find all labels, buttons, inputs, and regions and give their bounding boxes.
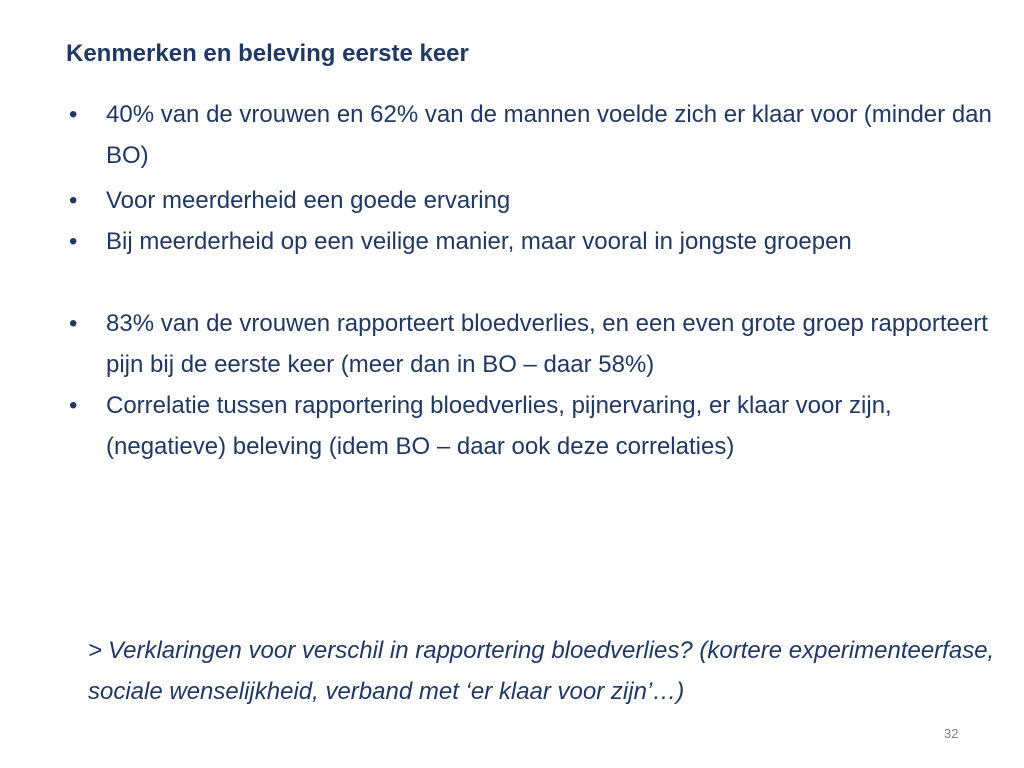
bullet-icon: • <box>69 187 78 214</box>
note-marker: > <box>88 637 103 664</box>
bullet-text: 83% van de vrouwen rapporteert bloedverlies, en een even grote groep rapporteert pijn bij de eerste keer (meer dan in BO – daar 58%) <box>106 310 988 378</box>
bullet-icon: • <box>69 101 78 128</box>
bullet-text: Correlatie tussen rapportering bloedverlies, pijnervaring, er klaar voor zijn, (negatieve) beleving (idem BO – daar ook deze correlaties) <box>106 392 892 460</box>
bullet-icon: • <box>69 392 78 419</box>
bullet-item <box>66 180 1018 221</box>
bullet-list <box>66 94 1018 467</box>
explanation-note <box>88 630 1008 712</box>
bullet-text: Voor meerderheid een goede ervaring <box>106 187 511 214</box>
bullet-item <box>66 221 1018 262</box>
page-number: 32 <box>944 726 959 741</box>
note-text: Verklaringen voor verschil in rapportering bloedverlies? (kortere experimenteerfase, sociale wenselijkheid, verband met ‘er klaar voor zijn’…) <box>88 637 995 705</box>
bullet-icon: • <box>69 310 78 337</box>
bullet-text: 40% van de vrouwen en 62% van de mannen voelde zich er klaar voor (minder dan BO) <box>106 101 992 169</box>
bullet-text: Bij meerderheid op een veilige manier, maar vooral in jongste groepen <box>106 228 852 255</box>
bullet-item <box>66 385 1018 467</box>
bullet-item <box>66 94 1018 176</box>
slide-title: Kenmerken en beleving eerste keer <box>66 40 469 67</box>
bullet-icon: • <box>69 228 78 255</box>
bullet-item <box>66 303 1018 385</box>
